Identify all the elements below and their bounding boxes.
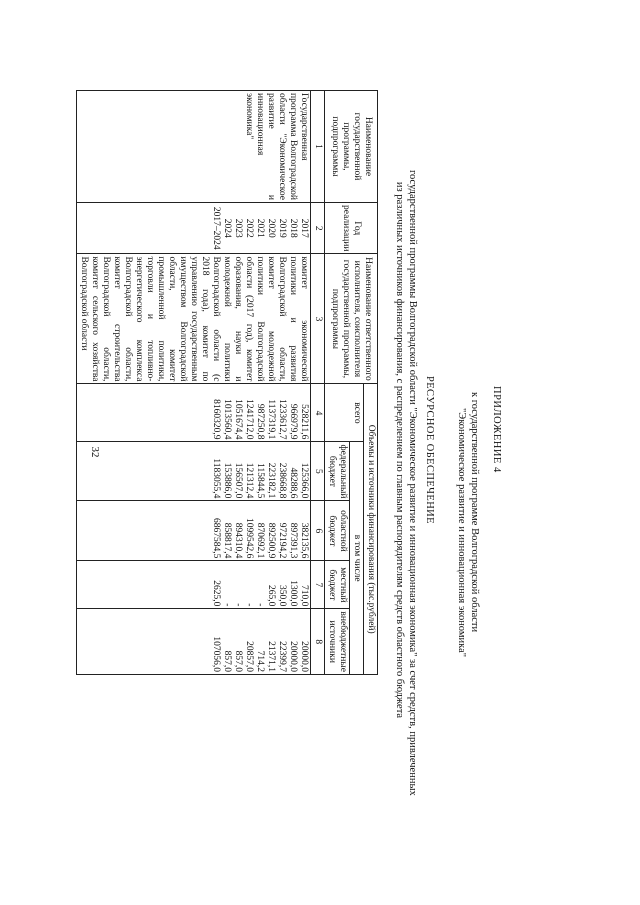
local-value: - [222,603,232,607]
local-value: 350,0 [277,585,287,607]
years-cell [77,203,311,254]
federal-value: 121312,4 [244,462,254,499]
executors-cell: комитет экономической политики и развития Волгоградской области, комитет молодежной политики Волгоградской области (2017 год), комитет образования, науки и молодежной политики Волгоградской области (с 2018 года), комитет по управлению государственным имуществом Волгоградской области, комитет промышленной политики, торговли и топливно-энергетического комплекса Волгоградской области, комитет строительства Волгоградской области, комитет сельского хозяйства Волгоградской области [77,254,311,384]
regional-value: 1099542,6 [244,518,254,559]
total-value: 987250,8 [255,403,265,440]
column-number: 1 [311,91,325,203]
federal-value: 156507,0 [233,462,243,499]
document-title: РЕСУРСНОЕ ОБЕСПЕЧЕНИЕ [424,376,435,524]
year-value: 2024 [222,218,232,238]
extrabudget-value: 857,0 [222,650,232,672]
regional-value: 858817,4 [222,522,232,559]
regional-value: 892500,9 [266,522,276,559]
header-executor: Наименование ответственного исполнителя, соисполнителя государственной программы, подпрограммы [325,254,378,384]
header-regional: областной бюджет [325,501,350,561]
column-number: 5 [311,442,325,501]
local-value: 265,0 [266,585,276,607]
header-funding: Объемы и источники финансирования (тыс.рублей) [364,384,378,675]
column-number: 2 [311,203,325,254]
year-value: 2020 [266,218,276,238]
local-value: 2625,0 [211,580,221,607]
extrabudget-value: 857,0 [233,650,243,672]
column-number: 6 [311,501,325,561]
page-number: 32 [89,446,101,458]
federal-value: 48288,6 [288,467,298,499]
local-value: - [233,603,243,607]
header-local: местный бюджет [325,561,350,609]
document-subtitle-line1: государственной программы Волгоградской области "Экономическое развитие и инновационная экономика" за счет средств, привлеченных [407,170,418,796]
extrabudget-value: 20000,0 [288,641,298,672]
extrabudget-value: 22399,7 [277,641,287,672]
regional-value: 897391,3 [288,522,298,559]
year-value: 2017–2024 [211,206,221,250]
total-value: 1233612,7 [277,399,287,440]
federal-value: 115844,5 [255,463,265,499]
regional-value: 894310,4 [233,522,243,559]
header-year: Год реализации [325,203,378,254]
header-federal: федеральный бюджет [325,442,350,501]
column-number: 7 [311,561,325,609]
appendix-reference-line2: "Экономическое развитие и инновационная экономика" [456,408,467,658]
extrabudget-value: 107056,0 [211,636,221,672]
total-cell [77,384,311,442]
extrabudget-value: 714,2 [255,650,265,672]
total-value: 1137319,1 [266,399,276,440]
year-value: 2023 [233,218,243,238]
total-value: 966979,9 [288,403,298,440]
total-value: 1051674,4 [233,399,243,440]
column-number: 4 [311,384,325,442]
federal-value: 238668,8 [277,462,287,499]
document-subtitle-line2: из различных источников финансирования, с распределением по главным распорядителям средств областного бюджета [394,181,405,719]
year-value: 2019 [277,218,287,238]
appendix-reference-line1: к государственной программе Волгоградской области [469,392,480,633]
header-program-name: Наименование государственной программы, подпрограммы [325,91,378,203]
header-extrabudget: внебюджетные источники [325,609,350,675]
extrabudget-value: 21371,1 [266,641,276,672]
federal-value: 223182,1 [266,462,276,499]
local-cell [77,561,311,609]
federal-value: 153886,0 [222,462,232,499]
column-number: 3 [311,254,325,384]
header-including: в том числе [350,442,364,675]
column-number: 8 [311,609,325,675]
regional-value: 6867584,5 [211,518,221,559]
federal-cell [77,442,311,501]
local-value: - [244,603,254,607]
local-value: 1300,0 [288,580,298,607]
year-value: 2017 [299,218,309,238]
resource-table [76,90,378,675]
federal-value: 125366,0 [299,462,309,499]
year-value: 2022 [244,218,254,238]
header-total: всего [325,384,364,442]
extrabudget-value: 20000,0 [299,641,309,672]
local-value: - [255,603,265,607]
total-value: 1013560,4 [222,399,232,440]
local-value: 710,0 [299,585,309,607]
year-value: 2021 [255,218,265,238]
total-value: 528211,6 [299,404,309,440]
extrabudget-cell [77,609,311,675]
regional-value: 382135,6 [299,522,309,559]
total-value: 8160320,9 [211,399,221,440]
regional-value: 870692,1 [255,522,265,559]
program-name-cell: Государственная программа Волгоградской области "Экономическое развитие и инновационная экономика" [77,91,311,203]
year-value: 2018 [288,218,298,238]
extrabudget-value: 20857,0 [244,641,254,672]
appendix-title: ПРИЛОЖЕНИЕ 4 [491,386,502,473]
federal-value: 1183055,4 [211,458,221,499]
total-value: 1241712,0 [244,399,254,440]
table-row [77,91,311,675]
regional-cell [77,501,311,561]
regional-value: 972194,2 [277,522,287,559]
